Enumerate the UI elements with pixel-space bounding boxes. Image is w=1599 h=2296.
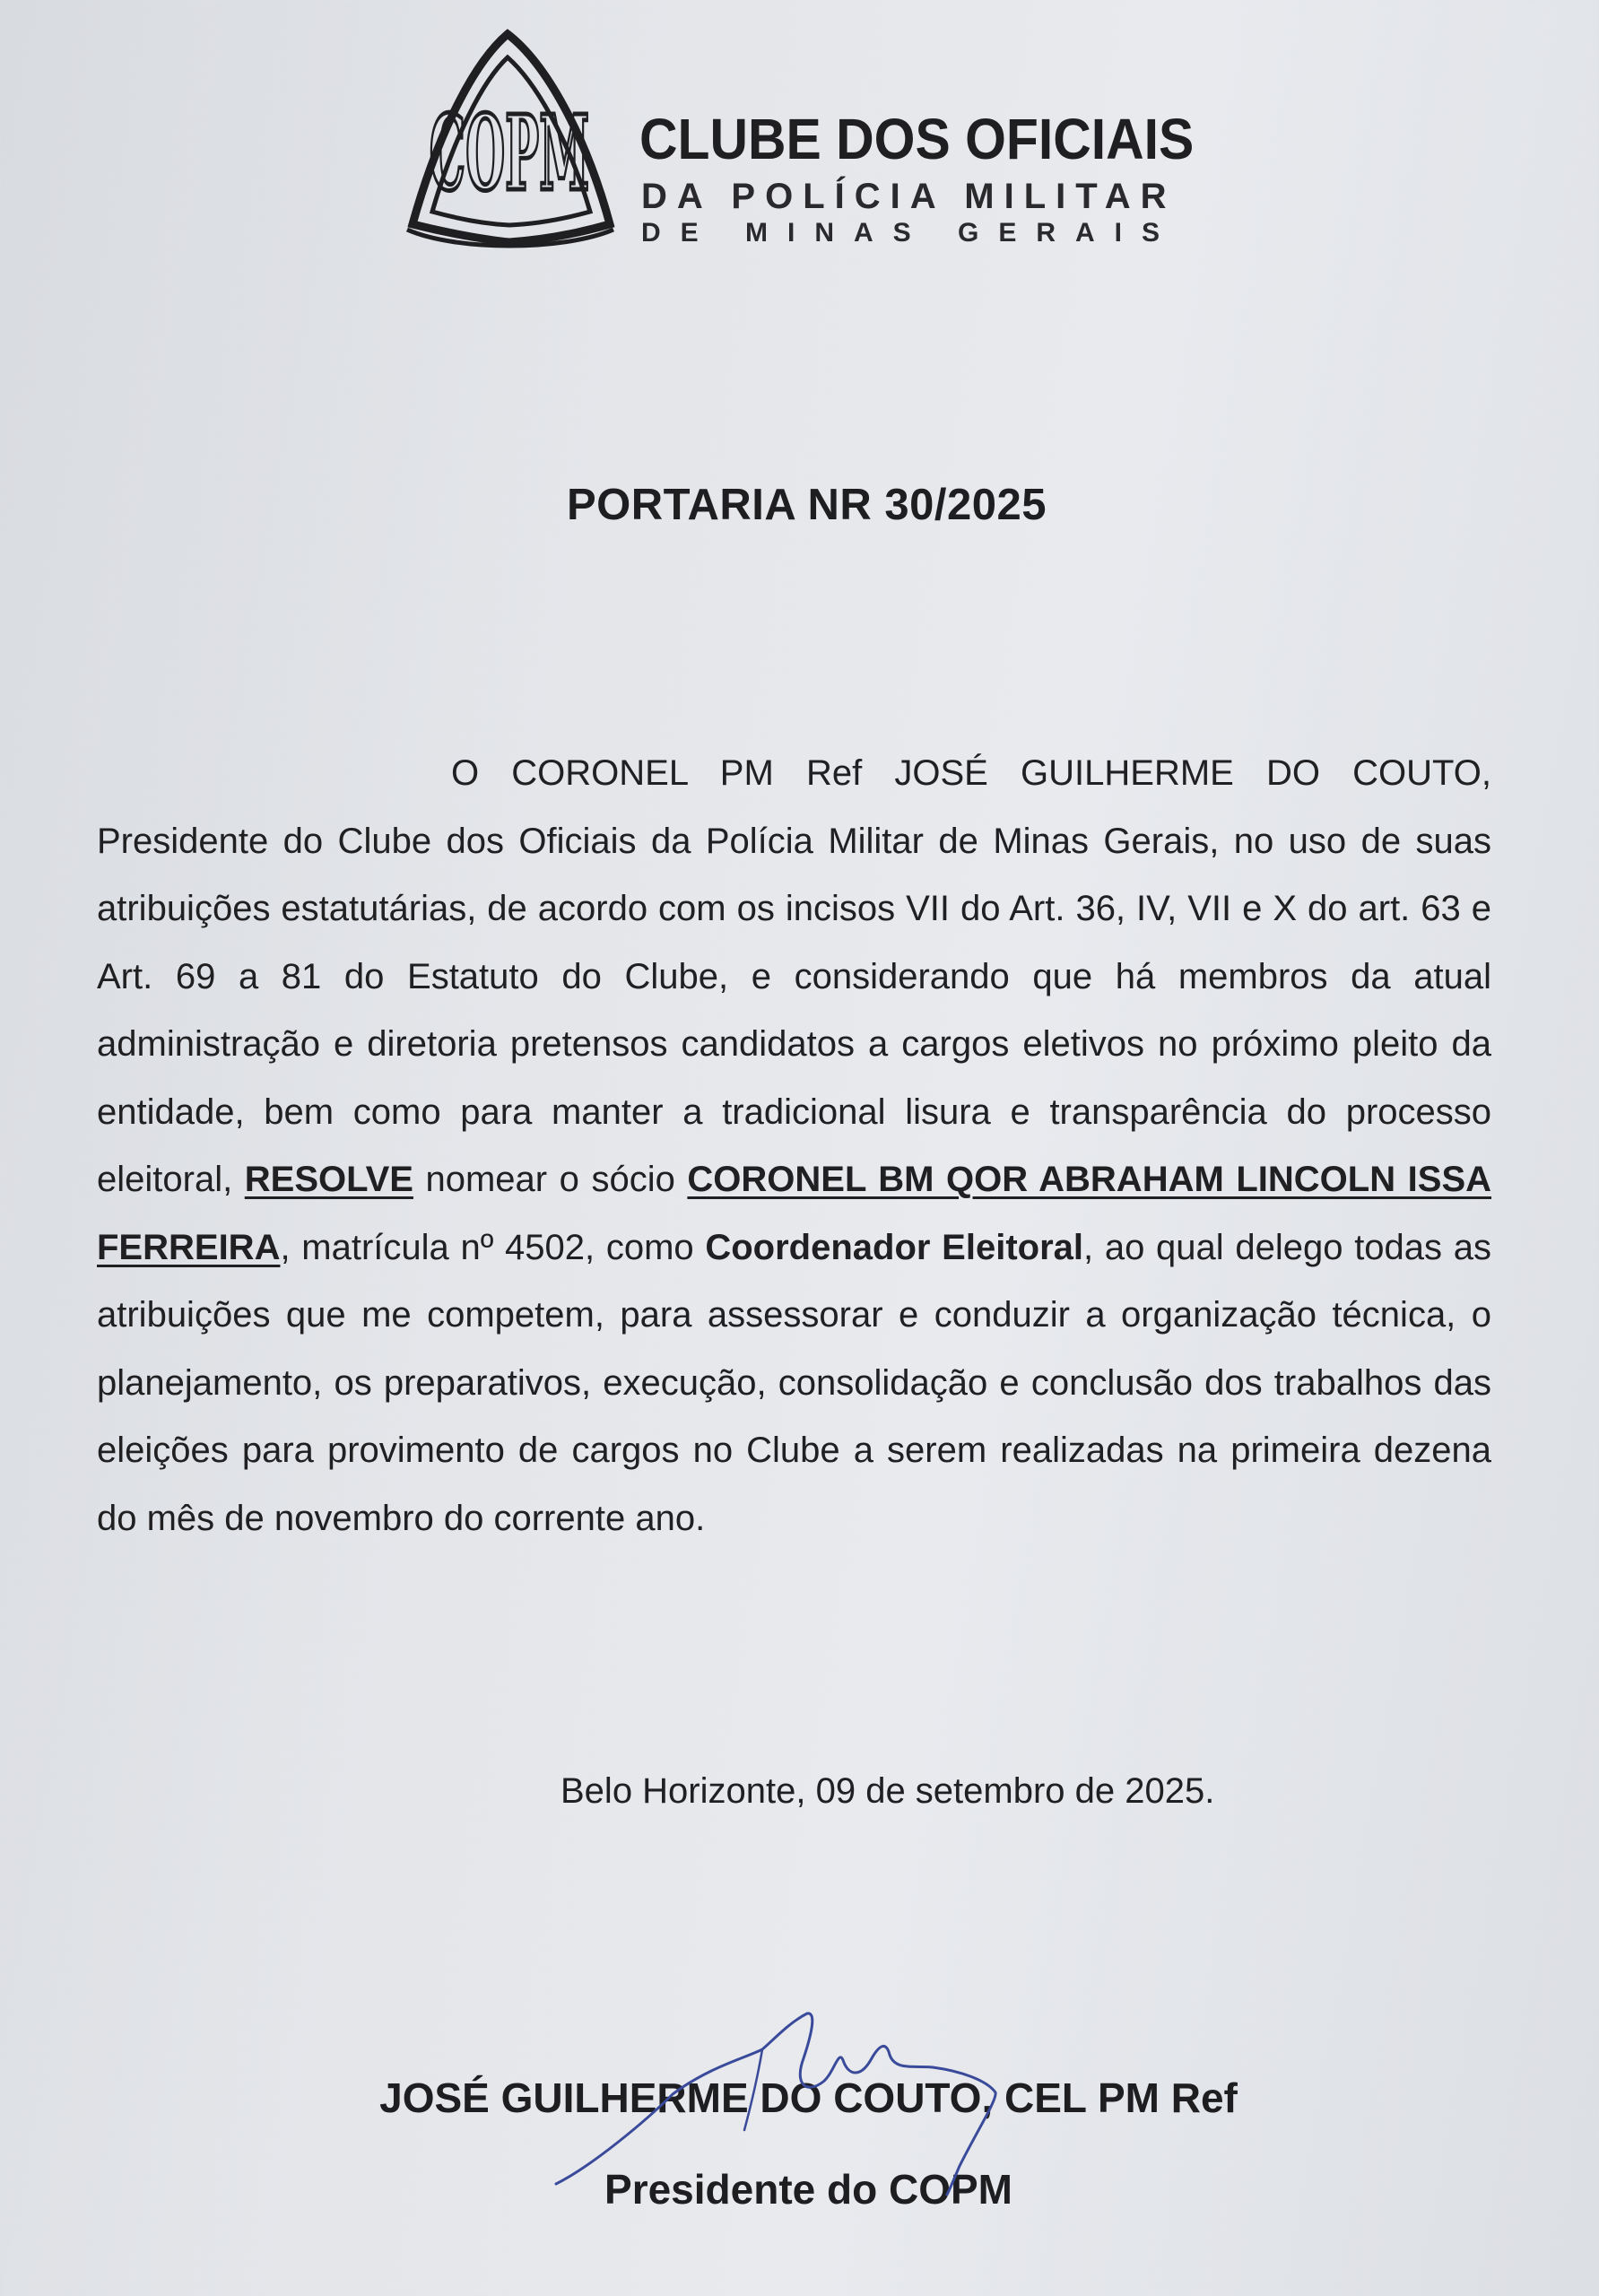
place-date: Belo Horizonte, 09 de setembro de 2025. — [561, 1771, 1215, 1811]
body-part1: O CORONEL PM Ref JOSÉ GUILHERME DO COUTO, Presidente do Clube dos Oficiais da Polícia Militar de Minas Gerais, no uso de suas atribuições estatutárias, de acordo com os incisos VII do Art. 36, IV, VII e X do art. 63 e Art. 69 a 81 do Estatuto do Clube, e considerando que há membros da atual administração e diretoria pretensos candidatos a cargos eletivos no próximo pleito da entidade, bem como para manter a tradicional lisura e transparência do processo eleitoral, — [97, 753, 1491, 1199]
copm-logo-icon — [402, 27, 617, 251]
resolve-keyword: RESOLVE — [244, 1160, 413, 1199]
appointed-role: Coordenador Eleitoral — [705, 1227, 1084, 1267]
signer-role: Presidente do COPM — [604, 2166, 1012, 2213]
document-title: PORTARIA NR 30/2025 — [566, 481, 1047, 529]
org-subtitle-line1: DA POLÍCIA MILITAR — [641, 177, 1177, 216]
body-part2: nomear o sócio — [413, 1160, 688, 1199]
body-part4: , ao qual delego todas as atribuições que me competem, para assessorar e conduzir a organização técnica, o planejamento, os preparativos, execução, consolidação e conclusão dos trabalhos das eleições para provimento de cargos no Clube a serem realizadas na primeira dezena do mês de novembro do corrente ano. — [97, 1227, 1491, 1538]
signature-icon — [538, 1996, 1094, 2202]
signer-name: JOSÉ GUILHERME DO COUTO, CEL PM Ref — [379, 2074, 1238, 2121]
body-part3: , matrícula nº 4502, como — [280, 1227, 706, 1267]
org-name: CLUBE DOS OFICIAIS — [639, 107, 1195, 171]
appointee-name: CORONEL BM QOR ABRAHAM LINCOLN ISSA FERREIRA — [97, 1160, 1492, 1267]
document-body — [97, 740, 1491, 1552]
org-subtitle-line2: DE MINAS GERAIS — [641, 218, 1180, 248]
svg-text:COPM: COPM — [429, 92, 590, 214]
